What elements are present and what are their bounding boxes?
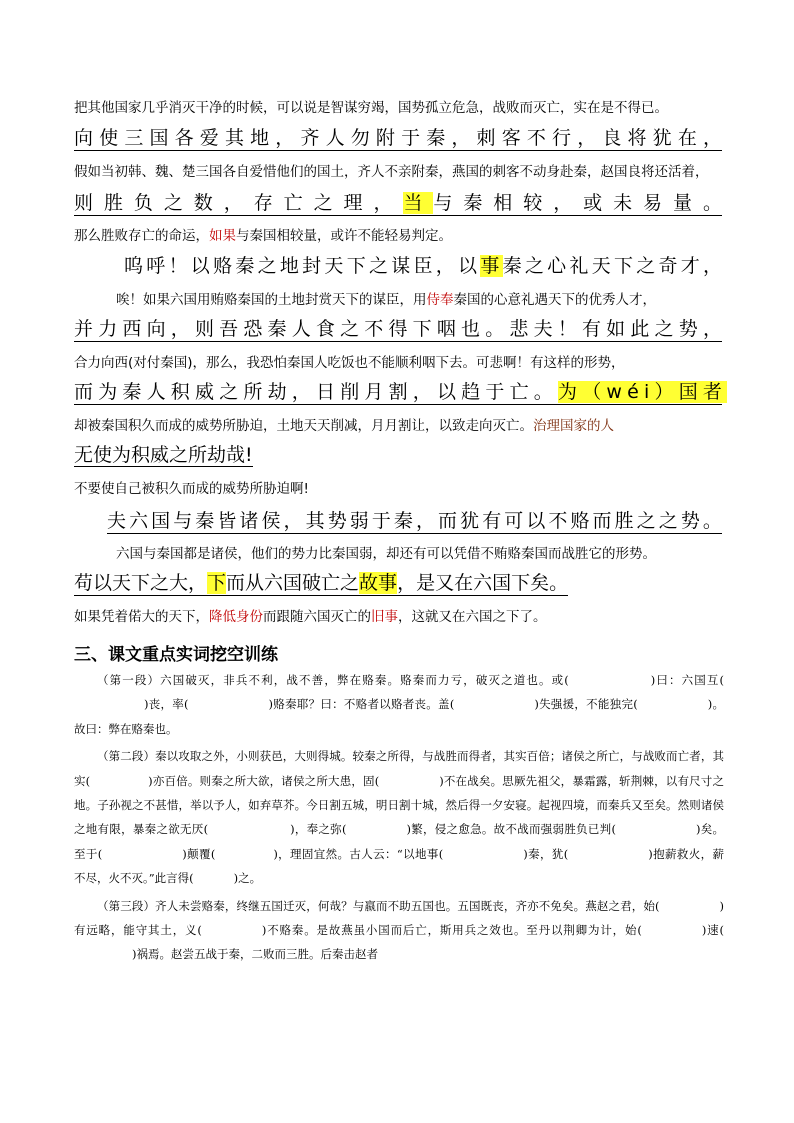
translation-line: 把其他国家几乎消灭干净的时候，可以说是智谋穷竭，国势孤立危急，战败而灭亡，实在是不得已。 bbox=[74, 100, 668, 116]
text: )繁，侵之愈急。故不战而强弱胜负已判( bbox=[406, 822, 616, 837]
text: )有远略，能守其土，义( bbox=[74, 898, 724, 938]
paragraph-2 bbox=[74, 744, 724, 890]
translation-line: 六国与秦国都是诸侯，他们的势力比秦国弱，却还有可以凭借不贿赂秦国而战胜它的形势。 bbox=[116, 546, 656, 562]
translation-line bbox=[116, 288, 764, 308]
text: （第一段）六国破灭，非兵不利，战不善，弊在赂秦。赂秦而力亏，破灭之道也。或( bbox=[97, 673, 569, 687]
original-line: 向使三国各爱其地，齐人勿附于秦，刺客不行，良将犹在， bbox=[74, 123, 722, 151]
translation-line: 不要使自己被积久而成的威势所胁迫啊! bbox=[74, 481, 309, 497]
text: ，是又在六国下矣。 bbox=[397, 572, 569, 594]
text: 却被秦国积久而成的威势所胁迫，土地天天削减，月月割让，以致走向灭亡。 bbox=[74, 418, 533, 434]
translation-line bbox=[74, 414, 722, 434]
original-line bbox=[74, 568, 568, 596]
original-line bbox=[74, 440, 253, 467]
highlight: 事 bbox=[480, 255, 503, 277]
text: )矣。至于( bbox=[74, 822, 724, 861]
text: 如果凭着偌大的天下， bbox=[74, 609, 209, 625]
highlight: 当 bbox=[403, 192, 434, 214]
text: 而从六国破亡之 bbox=[226, 572, 360, 594]
keyword-translation: 降低身份 bbox=[209, 609, 263, 625]
keyword-translation: 侍奉 bbox=[426, 292, 454, 308]
keyword-translation: 如果 bbox=[209, 228, 236, 244]
text: 无使为积威之所劫哉! bbox=[74, 444, 253, 466]
section-title: 三、课文重点实词挖空训练 bbox=[74, 645, 278, 665]
keyword-translation: 旧事 bbox=[371, 609, 398, 625]
exercise bbox=[74, 668, 724, 970]
text: 呜呼！以赂秦之地封天下之谋臣，以 bbox=[124, 255, 481, 277]
text: )亦百倍。则秦之所大欲，诸侯之所大患，固( bbox=[148, 773, 380, 788]
text: （第三段）齐人未尝赂秦，终继五国迁灭，何哉？与嬴而不助五国也。五国既丧，齐亦不免矣。燕赵之君，始( bbox=[97, 898, 660, 913]
text: 唉！如果六国用贿赂秦国的土地封赏天下的谋臣，用 bbox=[116, 292, 427, 308]
original-line: 夫六国与秦皆诸侯，其势弱于秦，而犹有可以不赂而胜之之势。 bbox=[107, 506, 722, 534]
text: )抱薪救火，薪不尽，火不灭。”此言得( bbox=[74, 846, 724, 886]
original-line bbox=[74, 188, 733, 216]
translation-line bbox=[74, 605, 722, 625]
text: )秦，犹( bbox=[523, 846, 569, 861]
text: )，奉之弥( bbox=[290, 822, 347, 837]
text: )曰：六国互( bbox=[650, 673, 724, 687]
text: 秦之心礼天下之奇才， bbox=[502, 255, 726, 277]
original-line bbox=[74, 377, 728, 405]
text: 秦国的心意礼遇天下的优秀人才， bbox=[453, 292, 656, 308]
text: 而为秦人积威之所劫，日削月割，以趋于亡。 bbox=[74, 381, 559, 403]
text: （第二段）秦以攻取之外，小则获邑，大则得城。较秦之所得，与战胜而得者，其实百倍；诸侯之所亡，与战败而亡者，其实( bbox=[74, 749, 724, 788]
text: )速( bbox=[701, 923, 724, 938]
text: )失强援，不能独完( bbox=[534, 697, 638, 712]
text: )赂秦耶？曰：不赂者以赂者丧。盖( bbox=[268, 697, 455, 712]
keyword-translation: 治理国家的人 bbox=[533, 418, 614, 434]
text: 那么胜败存亡的命运， bbox=[74, 228, 209, 244]
original-line: 并力西向，则吾恐秦人食之不得下咽也。悲夫！有如此之势， bbox=[74, 314, 722, 342]
text: )丧，率( bbox=[144, 697, 189, 712]
text: )，理固宜然。古人云：“以地事( bbox=[273, 846, 444, 861]
text: 则胜负之数，存亡之理， bbox=[74, 192, 404, 214]
translation-line: 合力向西(对付秦国)，那么，我恐怕秦国人吃饭也不能顺利咽下去。可悲啊！有这样的形势， bbox=[74, 355, 625, 371]
text: 与秦国相较量，或许不能轻易判定。 bbox=[236, 228, 452, 244]
text: )祸焉。赵尝五战于秦，二败而三胜。后秦击赵者 bbox=[132, 947, 378, 962]
translation-line bbox=[74, 224, 722, 244]
text: 与秦相较，或未易量。 bbox=[433, 192, 733, 214]
paragraph-1 bbox=[74, 668, 724, 741]
highlight: 为（wéi）国者 bbox=[558, 381, 728, 403]
paragraph-3 bbox=[74, 894, 724, 967]
text: 而跟随六国灭亡的 bbox=[263, 609, 371, 625]
original-line bbox=[124, 251, 726, 278]
text: )不在战矣。思厥先祖父，暴霜露，斩荆棘，以有尺寸之地。子孙视之不甚惜，举以予人，如弃草芥。今日割五城，明日割十城，然后得一夕安寝。起视四境，而秦兵又至矣。然则诸侯之地有限，暴秦之欲无厌( bbox=[74, 773, 724, 837]
translation-line: 假如当初韩、魏、楚三国各自爱惜他们的国土，齐人不亲附秦，燕国的刺客不动身赴秦，赵国良将还活着， bbox=[74, 164, 709, 180]
text: )不赂秦。是故燕虽小国而后亡，斯用兵之效也。至丹以荆卿为计，始( bbox=[261, 923, 642, 938]
text: )。故曰：弊在赂秦也。 bbox=[74, 697, 724, 736]
text: )颠覆( bbox=[182, 846, 216, 861]
text: )之。 bbox=[233, 871, 262, 886]
highlight: 故事 bbox=[359, 572, 398, 594]
text: 苟以天下之大， bbox=[74, 572, 208, 594]
text: ，这就又在六国之下了。 bbox=[398, 609, 547, 625]
highlight: 下 bbox=[207, 572, 227, 594]
